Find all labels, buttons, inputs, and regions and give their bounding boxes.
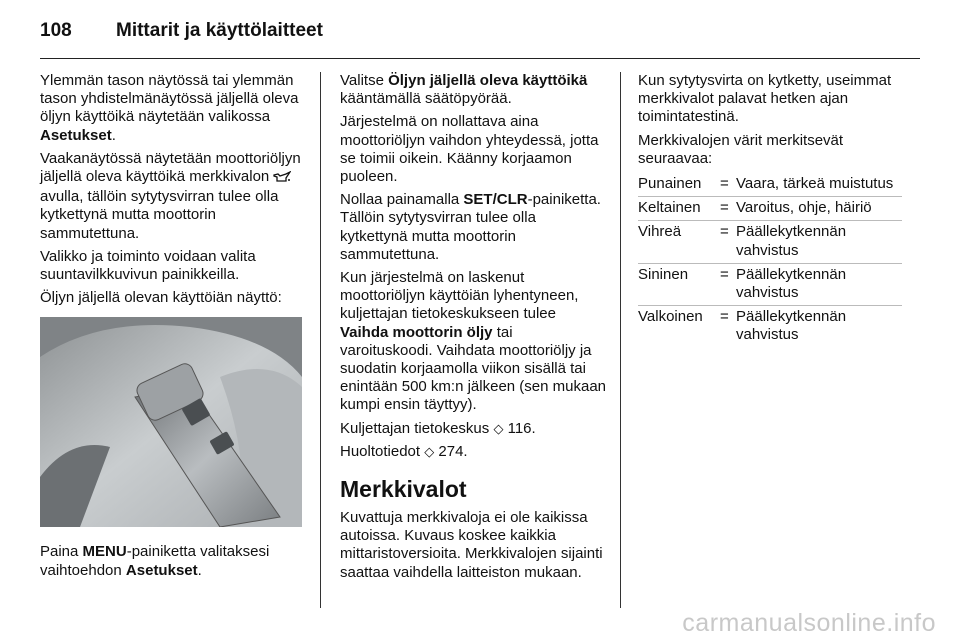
equals-sign: = (720, 265, 729, 283)
button-name: SET/CLR (463, 191, 528, 209)
text: kääntämällä säätöpyörää. (340, 90, 512, 108)
page-header (40, 14, 920, 54)
paragraph (340, 72, 606, 108)
reference-arrow-icon: ◇ (493, 420, 504, 436)
paragraph (340, 269, 606, 415)
paragraph (340, 191, 606, 264)
paragraph (40, 289, 304, 307)
table-row (638, 220, 902, 262)
text: Ylemmän tason näytössä tai ylemmän tason yhdistelmänäytössä jäljellä oleva öljyn käyttöikä näytetään valikossa (40, 72, 299, 126)
paragraph (340, 509, 606, 582)
page-reference: 274. (438, 442, 468, 460)
text: Valikko ja toiminto voidaan valita suuntavilkkuvivun painikkeilla. (40, 247, 256, 284)
message-name: Vaihda moottorin öljy (340, 323, 493, 341)
text: avulla, tällöin sytytysvirran tulee olla kytkettynä mutta moottorin sammutettuna. (40, 188, 279, 242)
equals-sign: = (720, 199, 729, 217)
text: -painiketta. Tällöin sytytysvirran tulee olla kytkettynä mutta moottorin sammutettuna. (340, 191, 601, 263)
paragraph (40, 72, 304, 145)
text: Kun sytytysvirta on kytketty, useimmat merkkivalot palavat hetken ajan toimintatestinä. (638, 72, 892, 126)
color-name: Vihreä (638, 223, 682, 241)
section-heading: Merkkivalot (340, 476, 467, 503)
column-2 (340, 72, 606, 587)
menu-name: Asetukset (125, 561, 198, 579)
page-number: 108 (40, 20, 72, 41)
table-row (638, 196, 902, 220)
column-divider (320, 72, 321, 608)
oil-can-icon (273, 170, 291, 188)
button-name: MENU (82, 543, 127, 561)
column-1 (40, 72, 304, 585)
text: -painiketta valitaksesi vaihtoehdon (40, 543, 270, 579)
stalk-photo (40, 317, 302, 527)
color-meaning: Vaara, tärkeä muistutus (736, 175, 894, 193)
text: Kuvattuja merkkivaloja ei ole kaikissa autoissa. Kuvaus koskee kaikkia mittaristoversioita. Merkkivalojen sijainti saattaa vaihdella laitteiston mukaan. (340, 509, 603, 581)
text: Kuljettajan tietokeskus (340, 419, 490, 437)
table-row (638, 173, 902, 196)
text: Nollaa painamalla (340, 191, 460, 209)
color-name: Keltainen (638, 199, 701, 217)
color-name: Punainen (638, 175, 702, 193)
page-reference: 116. (507, 419, 536, 437)
color-meaning: Varoitus, ohje, häiriö (736, 199, 872, 217)
equals-sign: = (720, 223, 729, 241)
color-meaning: Päällekytkennän vahvistus (736, 265, 847, 302)
paragraph (40, 543, 304, 579)
text: . (197, 561, 202, 579)
column-3 (638, 72, 902, 348)
watermark: carmanualsonline.info (682, 609, 936, 637)
text: Järjestelmä on nollattava aina moottoriöljyn vaihdon yhteydessä, jotta se toimii oikein. Käänny korjaamon puoleen. (340, 113, 599, 186)
color-name: Valkoinen (638, 308, 703, 326)
equals-sign: = (720, 308, 729, 326)
color-meaning: Päällekytkennän vahvistus (736, 308, 847, 344)
paragraph (40, 150, 304, 243)
text: Vaakanäytössä näytetään moottoriöljyn jäljellä oleva käyttöikä merkkivalon (40, 149, 301, 186)
paragraph (638, 72, 902, 127)
equals-sign: = (720, 175, 729, 193)
text: Öljyn jäljellä olevan käyttöiän näyttö: (40, 289, 282, 307)
paragraph (40, 248, 304, 284)
text: Valitse (340, 72, 384, 89)
color-name: Sininen (638, 265, 689, 283)
column-divider (620, 72, 621, 608)
reference-arrow-icon: ◇ (424, 443, 435, 459)
menu-name: Asetukset (40, 126, 112, 144)
color-meaning: Päällekytkennän vahvistus (736, 223, 847, 259)
menu-item-name: Öljyn jäljellä oleva käyttöikä (388, 72, 588, 89)
table-row (638, 263, 902, 305)
table-row (638, 305, 902, 347)
text: Kun järjestelmä on laskenut moottoriöljyn käyttöiän lyhentyneen, kuljettajan tietokeskukseen tulee (340, 269, 579, 323)
paragraph (638, 132, 902, 168)
header-rule (40, 58, 920, 59)
paragraph (340, 113, 606, 186)
paragraph (340, 443, 606, 461)
color-table (638, 173, 902, 348)
text: Paina (40, 543, 79, 561)
paragraph (340, 420, 606, 438)
page-title: Mittarit ja käyttölaitteet (116, 20, 323, 41)
text: tai varoituskoodi. Vaihdata moottoriöljy ja suodatin korjaamolla viikon sisällä tai enintään 500 km:n jälkeen (sen mukaan kumpi ensin täyttyy). (340, 323, 607, 414)
text: . (111, 126, 116, 144)
text: Huoltotiedot (340, 442, 421, 460)
text: Merkkivalojen värit merkitsevät seuraavaa: (638, 131, 844, 167)
